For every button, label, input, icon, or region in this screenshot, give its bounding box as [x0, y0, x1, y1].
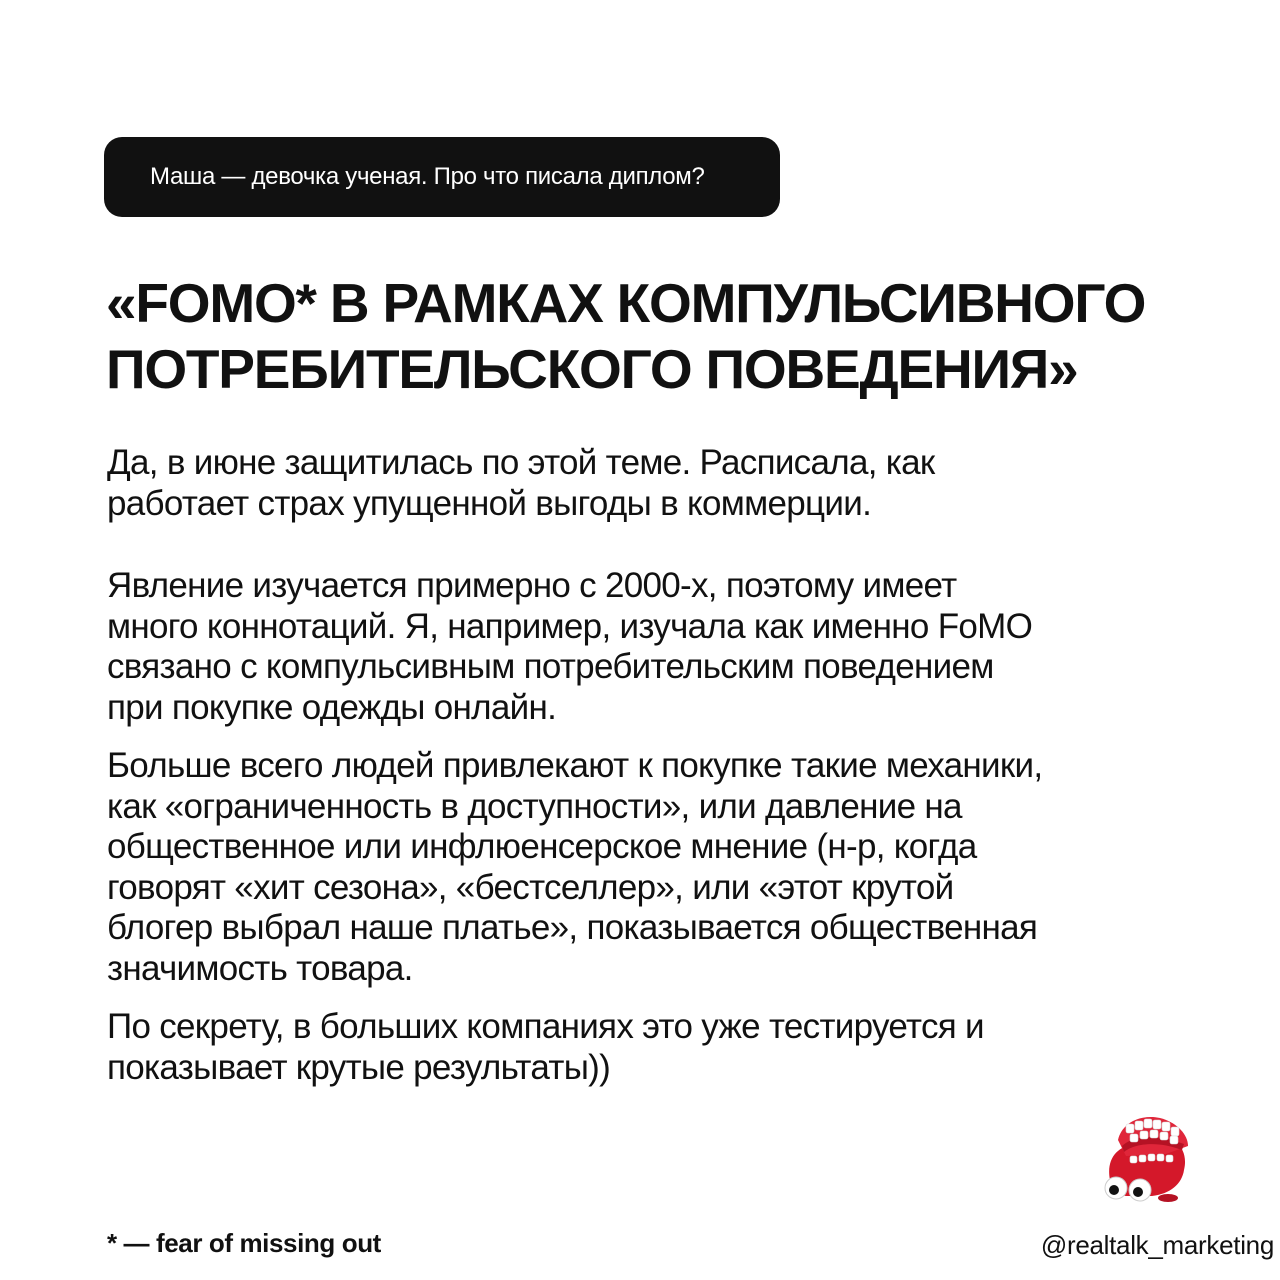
question-bubble: [104, 137, 780, 217]
paragraph-line: показывает крутые результаты)): [107, 1047, 611, 1087]
title-line: ПОТРЕБИТЕЛЬСКОГО ПОВЕДЕНИЯ»: [106, 338, 1078, 400]
paragraph-line: общественное или инфлюенсерское мнение (н-р, когда: [107, 827, 977, 866]
paragraph-line: Да, в июне защитилась по этой теме. Расписала, как: [107, 443, 935, 482]
footnote: * — fear of missing out: [107, 1228, 381, 1258]
paragraph-defense: [107, 443, 1207, 524]
paragraph-secret: [107, 1007, 1207, 1088]
author-handle: @realtalk_marketing: [1040, 1230, 1274, 1260]
paragraph-line: работает страх упущенной выгоды в коммерции.: [107, 483, 872, 523]
paragraph-line: связано с компульсивным потребительским поведением: [107, 647, 994, 686]
paragraph-line: значимость товара.: [107, 948, 413, 988]
paragraph-line: Явление изучается примерно с 2000-х, поэтому имеет: [107, 566, 957, 605]
question-text: Маша — девочка ученая. Про что писала диплом?: [150, 163, 705, 190]
paragraph-line: говорят «хит сезона», «бестселлер», или «этот крутой: [107, 867, 954, 907]
paragraph-line: как «ограниченность в доступности», или давление на: [107, 786, 962, 826]
paragraph-phenomenon: [107, 566, 1207, 728]
paragraph-line: Больше всего людей привлекают к покупке такие механики,: [107, 746, 1043, 785]
paragraph-line: много коннотаций. Я, например, изучала как именно FoMO: [107, 606, 1033, 646]
paragraph-line: блогер выбрал наше платье», показывается общественная: [107, 908, 1038, 947]
paragraph-line: при покупке одежды онлайн.: [107, 687, 557, 727]
title-line: «FOMO* В РАМКАХ КОМПУЛЬСИВНОГО: [106, 272, 1146, 334]
paragraph-mechanics: [107, 746, 1207, 989]
chattering-teeth-icon: [1096, 1110, 1196, 1210]
page-title: [106, 270, 1236, 402]
paragraph-line: По секрету, в больших компаниях это уже тестируется и: [107, 1007, 984, 1046]
